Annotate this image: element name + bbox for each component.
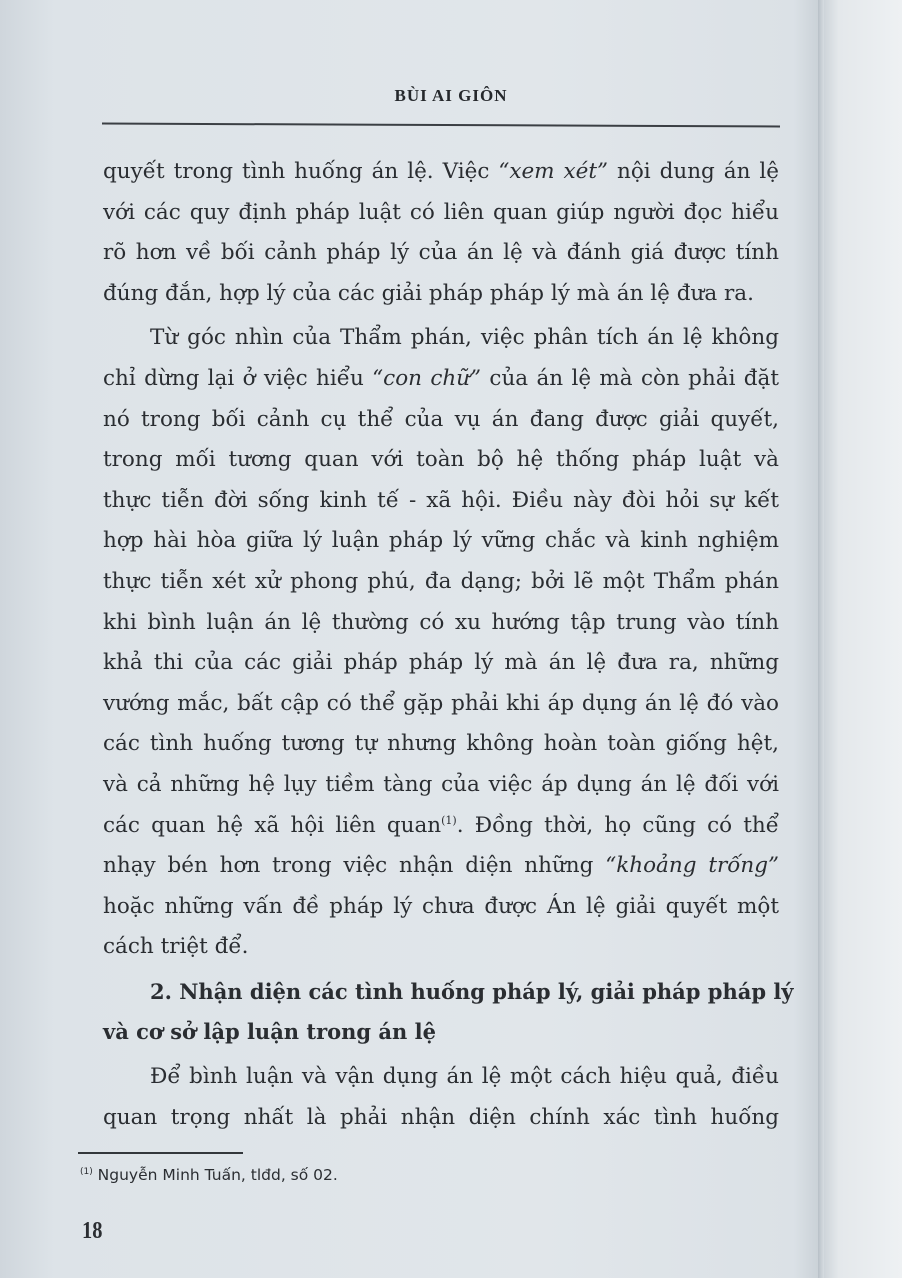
text-segment: khả thi của các giải pháp pháp lý mà án lệ đưa ra, những bbox=[103, 650, 779, 676]
paragraph bbox=[103, 1057, 779, 1138]
header-rule bbox=[102, 123, 780, 128]
footnote-reference: (1) bbox=[441, 813, 457, 827]
text-segment: nội dung án lệ bbox=[608, 159, 779, 184]
text-line bbox=[103, 724, 779, 765]
page-body bbox=[103, 152, 794, 1142]
text-line bbox=[103, 643, 779, 684]
text-segment: 2. Nhận diện các tình huống pháp lý, giải pháp pháp lý bbox=[150, 978, 794, 1004]
text-line bbox=[103, 481, 779, 522]
text-segment: các tình huống tương tự nhưng không hoàn toàn giống hệt, bbox=[103, 731, 779, 757]
text-line bbox=[103, 318, 779, 359]
text-segment: nó trong bối cảnh cụ thể của vụ án đang được giải quyết, bbox=[103, 406, 779, 432]
text-segment: Từ góc nhìn của Thẩm phán, việc phân tích án lệ không bbox=[150, 325, 779, 351]
footnote bbox=[80, 1166, 338, 1184]
text-segment: với các quy định pháp luật có liên quan giúp người đọc hiểu bbox=[103, 199, 779, 225]
text-segment: quan trọng nhất là phải nhận diện chính xác tình huống bbox=[103, 1104, 779, 1130]
text-segment: cách triệt để. bbox=[103, 934, 249, 960]
emphasis-text: “con chữ” bbox=[372, 365, 482, 391]
text-line bbox=[103, 806, 779, 847]
text-line bbox=[103, 846, 779, 887]
footnote-marker: (1) bbox=[80, 1166, 93, 1177]
text-segment: hợp hài hòa giữa lý luận pháp lý vững chắc và kinh nghiệm bbox=[103, 528, 779, 554]
paragraph-gap bbox=[103, 1138, 779, 1142]
section-heading bbox=[103, 972, 794, 1053]
text-segment: quyết trong tình huống án lệ. Việc bbox=[103, 159, 499, 184]
emphasis-text: “xem xét” bbox=[498, 159, 609, 184]
text-line bbox=[103, 765, 779, 806]
footnote-rule bbox=[78, 1152, 243, 1154]
text-line bbox=[103, 1012, 779, 1053]
footnote-text: Nguyễn Minh Tuấn, tlđd, số 02. bbox=[92, 1166, 338, 1184]
text-segment: rõ hơn về bối cảnh pháp lý của án lệ và đánh giá được tính bbox=[103, 240, 779, 266]
text-segment: và cả những hệ lụy tiềm tàng của việc áp dụng án lệ đối với bbox=[103, 771, 779, 797]
text-line bbox=[103, 927, 779, 968]
text-segment: khi bình luận án lệ thường có xu hướng tập trung vào tính bbox=[103, 609, 779, 635]
paragraph bbox=[103, 152, 779, 314]
text-segment: chỉ dừng lại ở việc hiểu bbox=[103, 365, 373, 391]
text-line bbox=[103, 1057, 779, 1098]
emphasis-text: “khoảng trống” bbox=[605, 853, 779, 879]
text-line bbox=[103, 400, 779, 441]
next-page-edge bbox=[818, 0, 824, 1278]
text-segment: vướng mắc, bất cập có thể gặp phải khi áp dụng án lệ đó vào bbox=[103, 690, 779, 716]
text-line bbox=[103, 887, 779, 928]
text-line bbox=[103, 603, 779, 644]
text-segment: Để bình luận và vận dụng án lệ một cách hiệu quả, điều bbox=[150, 1064, 779, 1090]
paragraph bbox=[103, 318, 779, 968]
text-line bbox=[103, 1098, 779, 1139]
text-segment: các quan hệ xã hội liên quan bbox=[103, 812, 442, 838]
text-segment: trong mối tương quan với toàn bộ hệ thống pháp luật và bbox=[103, 447, 779, 473]
text-line bbox=[103, 233, 779, 274]
text-line bbox=[103, 152, 779, 193]
text-line bbox=[103, 562, 779, 603]
text-line bbox=[103, 684, 779, 725]
text-line bbox=[103, 274, 779, 315]
text-line bbox=[103, 440, 779, 481]
text-line bbox=[103, 359, 779, 400]
text-segment: đúng đắn, hợp lý của các giải pháp pháp lý mà án lệ đưa ra. bbox=[103, 280, 754, 306]
text-segment: thực tiễn xét xử phong phú, đa dạng; bởi lẽ một Thẩm phán bbox=[103, 568, 779, 594]
text-segment: thực tiễn đời sống kinh tế - xã hội. Điều này đòi hỏi sự kết bbox=[103, 487, 779, 513]
text-segment: nhạy bén hơn trong việc nhận diện những bbox=[103, 853, 606, 879]
text-segment: hoặc những vấn đề pháp lý chưa được Án lệ giải quyết một bbox=[103, 893, 779, 919]
text-line bbox=[103, 521, 779, 562]
page-number: 18 bbox=[82, 1218, 103, 1244]
text-segment: của án lệ mà còn phải đặt bbox=[481, 365, 780, 391]
text-segment: . Đồng thời, họ cũng có thể bbox=[456, 812, 779, 838]
text-line bbox=[103, 972, 794, 1013]
text-segment: và cơ sở lập luận trong án lệ bbox=[103, 1019, 436, 1045]
text-line bbox=[103, 193, 779, 234]
running-head: BÙI AI GIÔN bbox=[394, 86, 508, 105]
